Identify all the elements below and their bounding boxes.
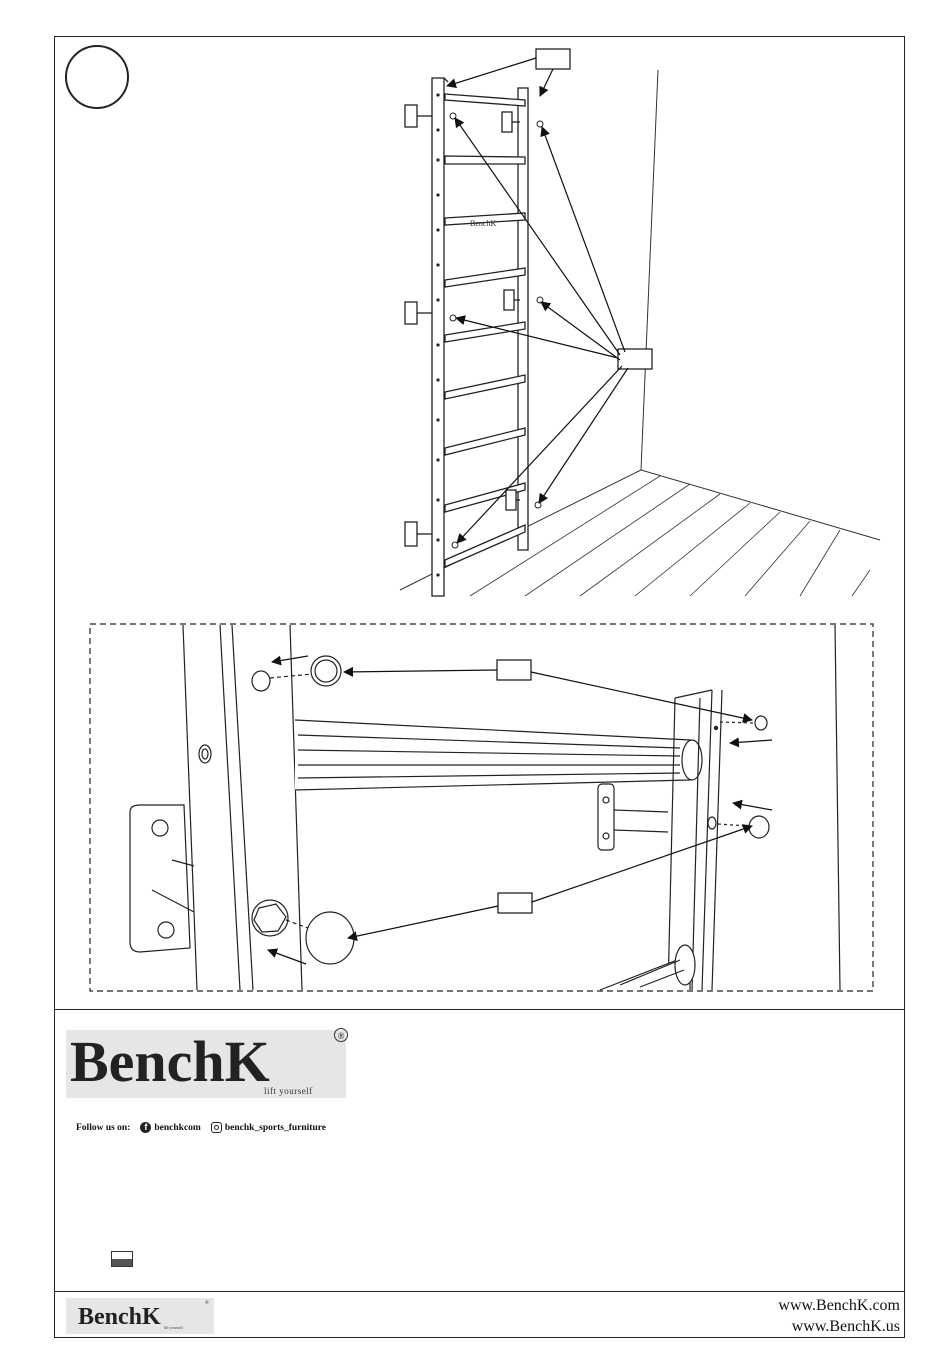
- registered-mark: ®: [334, 1028, 348, 1042]
- brand-logo-small: [66, 1298, 214, 1334]
- part-label-box-top: [536, 49, 570, 69]
- instagram-link[interactable]: [211, 1122, 326, 1133]
- rung-brand-text: BenchK: [470, 219, 497, 228]
- brand-logo-small-registered: ®: [205, 1301, 209, 1306]
- footer-divider: [54, 1291, 905, 1292]
- brand-logo-small-tagline: lift yourself: [164, 1325, 183, 1330]
- wall-bars-ladder: [405, 78, 528, 596]
- facebook-icon: f: [140, 1122, 151, 1133]
- facebook-handle: benchkcom: [154, 1122, 201, 1133]
- instagram-handle: benchk_sports_furniture: [224, 1122, 326, 1133]
- brand-logo-wordmark: BenchK: [70, 1029, 270, 1094]
- floor-boards: [470, 476, 870, 596]
- part-label-box-detail-bottom: [498, 893, 532, 913]
- follow-prefix: Follow us on:: [76, 1122, 131, 1133]
- social-follow-line: [76, 1122, 326, 1133]
- part-label-box-detail-top: [497, 660, 531, 680]
- instagram-icon: [211, 1122, 222, 1133]
- brand-logo-small-wordmark: BenchK: [78, 1304, 161, 1330]
- part-label-box-middle: [618, 349, 652, 369]
- facebook-link[interactable]: [140, 1122, 200, 1133]
- language-flag-icon: [111, 1251, 133, 1267]
- brand-tagline: lift yourself: [264, 1086, 313, 1096]
- website-link-com[interactable]: www.BenchK.com: [778, 1297, 900, 1314]
- detail-view: [130, 625, 840, 990]
- website-link-us[interactable]: www.BenchK.us: [791, 1318, 900, 1335]
